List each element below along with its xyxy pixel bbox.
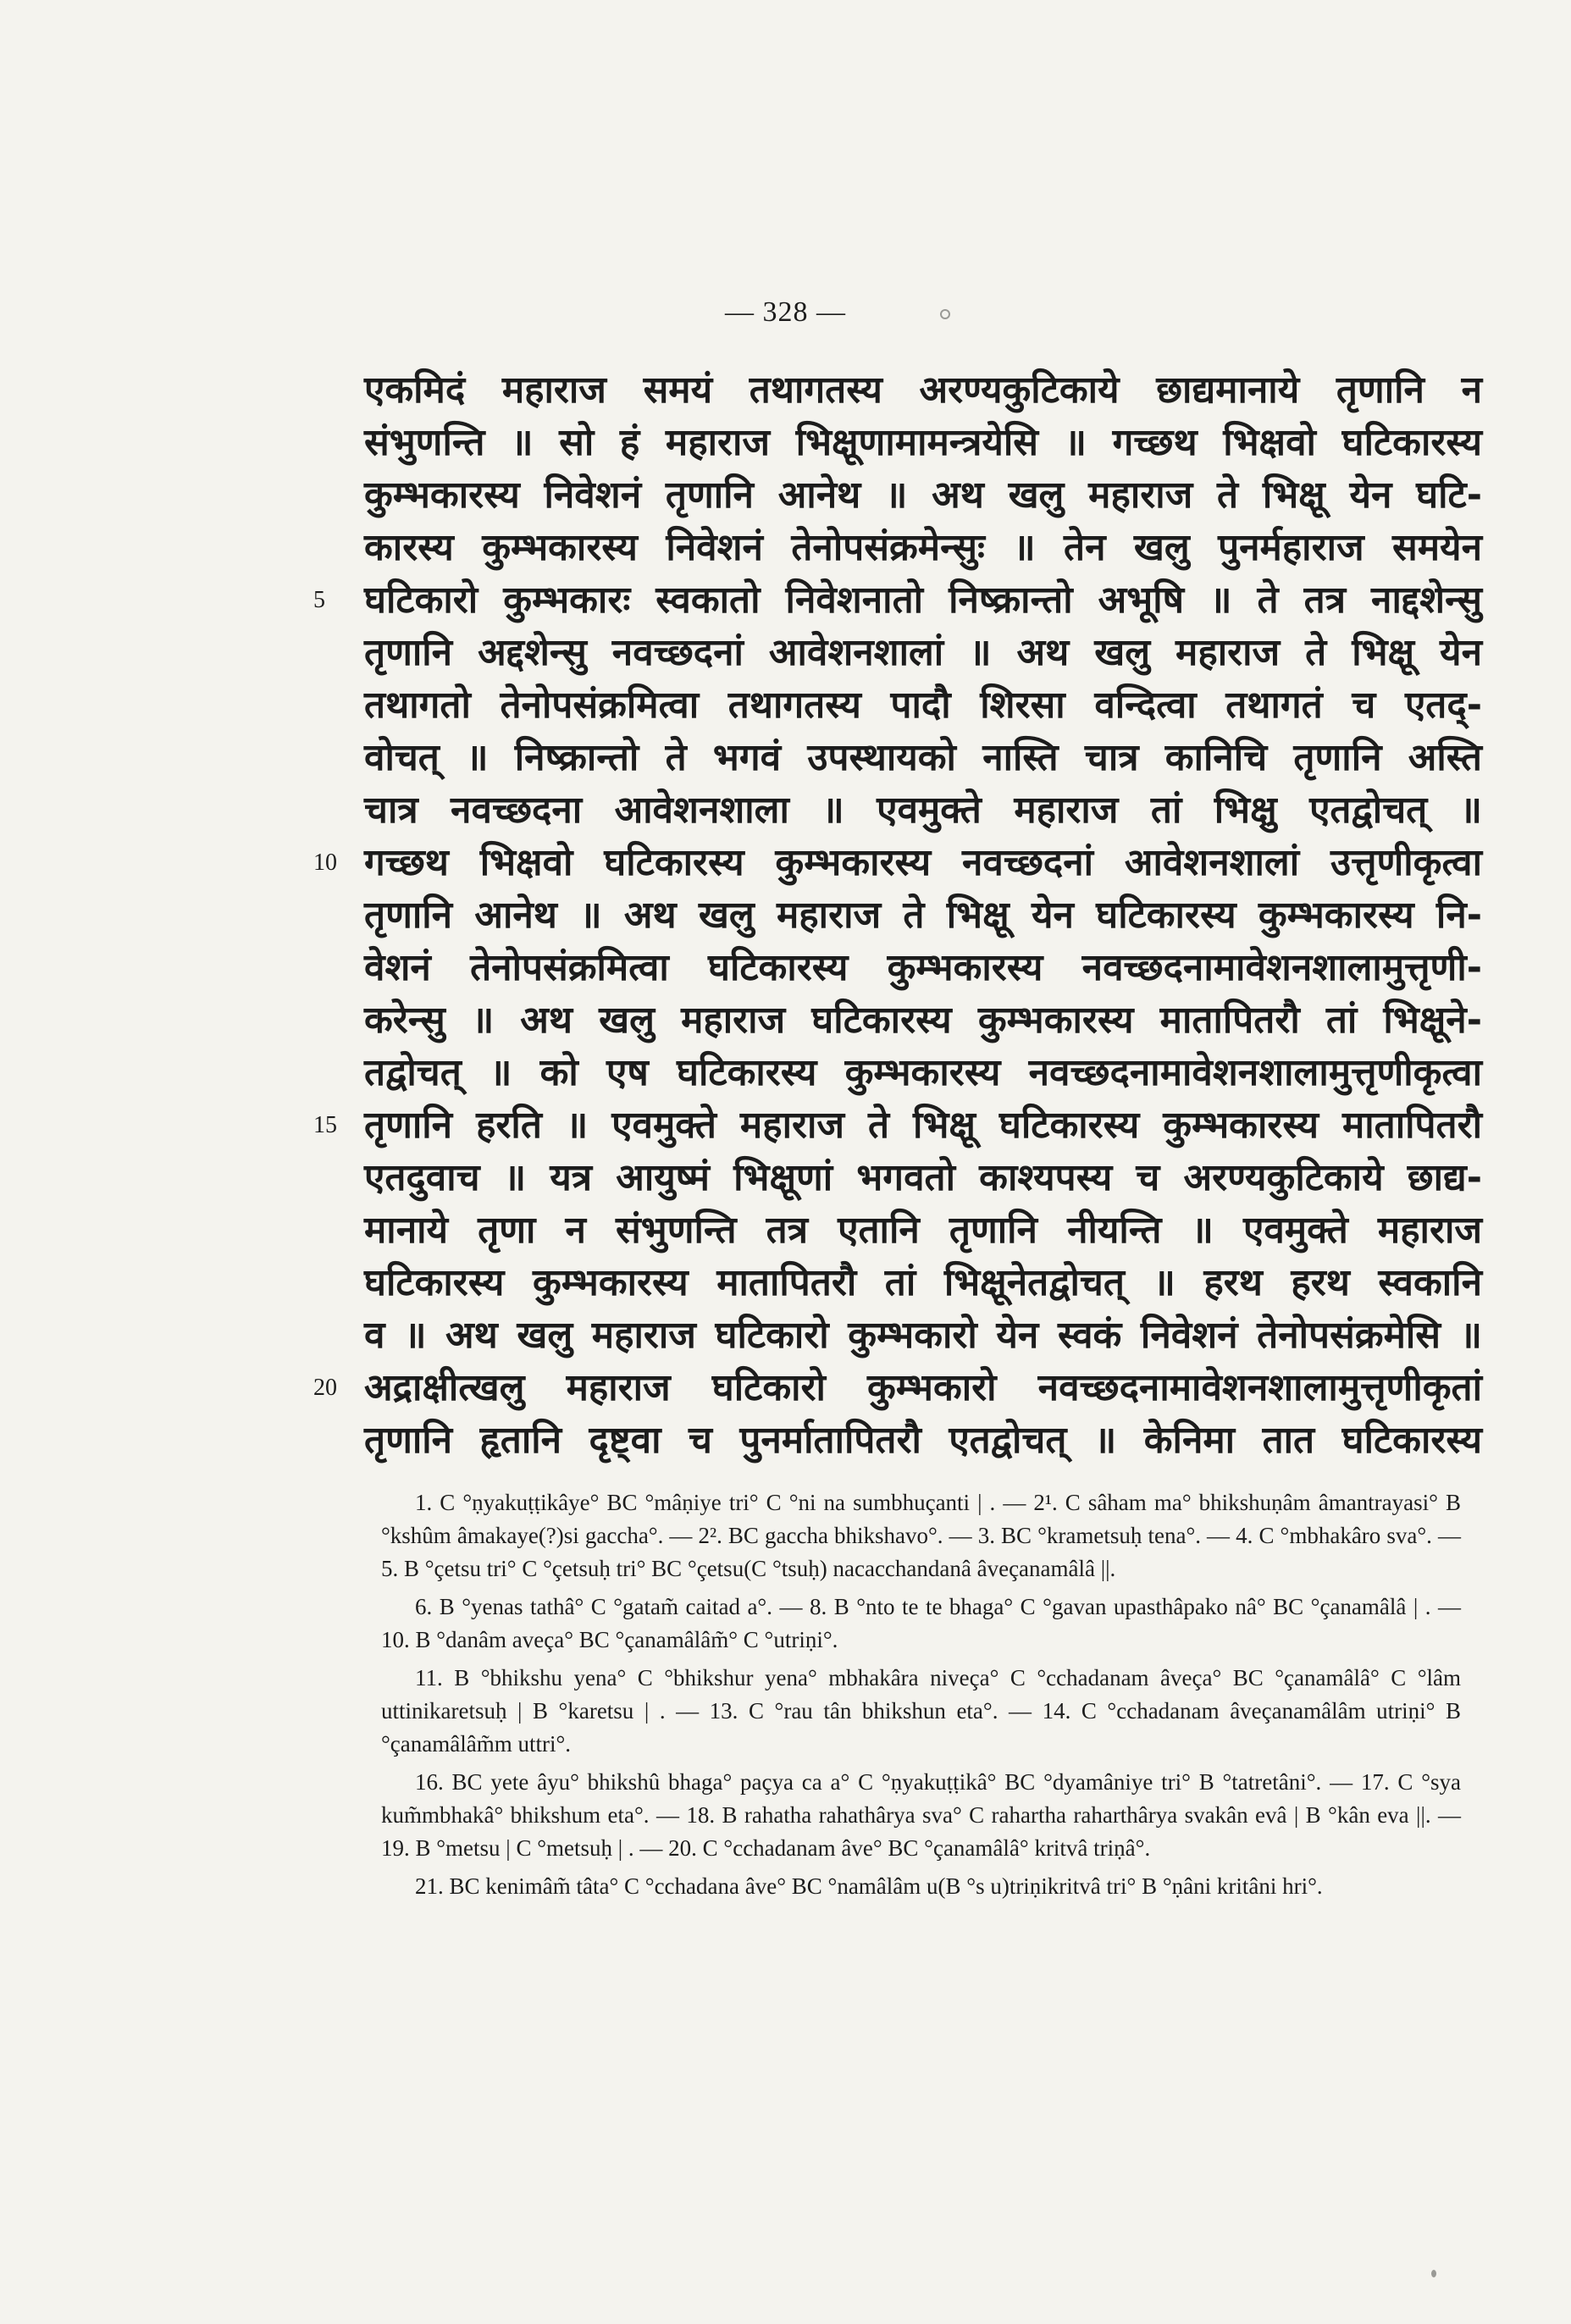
text-line — [364, 364, 1482, 417]
line-number: 10 — [313, 849, 337, 876]
line-number: 15 — [313, 1112, 337, 1138]
text-line — [313, 1362, 1482, 1414]
footnote: 16. BC yete âyu° bhikshû bhaga° paçya ca a° C °ṇyakuṭṭikâ° BC °dyamâniye tri° B °tatretâni°. — 17. C °sya kum̃mbhakâ° bhikshum eta°. — 18. B rahatha rahathârya sva° C rahartha raharthârya svakân evâ | B °kân eva ||. — 19. B °metsu | C °metsuḥ | . — 20. C °cchadanam âve° BC °çanamâlâ° kritvâ triṇâ°. — [381, 1769, 1461, 1861]
line-text: वोचत् ॥ निष्क्रान्तो ते भगवं उपस्थायको नास्ति चात्र कानिचि तृणानि अस्ति — [364, 736, 1482, 779]
text-line — [364, 469, 1482, 522]
line-text: एकमिदं महाराज समयं तथागतस्य अरण्यकुटिकाये छाद्यमानाये तृणानि न — [364, 368, 1482, 412]
line-text: चात्र नवच्छदना आवेशनशाला ॥ एवमुक्ते महाराज तां भिक्षु एतद्वोचत् ॥ — [364, 788, 1482, 832]
text-line — [313, 1099, 1482, 1152]
line-text: संभुणन्ति ॥ सो हं महाराज भिक्षूणामामन्त्रयेसि ॥ गच्छथ भिक्षवो घटिकारस्य — [364, 421, 1482, 464]
line-text: तद्वोचत् ॥ को एष घटिकारस्य कुम्भकारस्य नवच्छदनामावेशनशालामुत्तृणीकृत्वा — [364, 1051, 1482, 1094]
line-number: 5 — [313, 587, 325, 613]
line-text: व ॥ अथ खलु महाराज घटिकारो कुम्भकारो येन स्वकं निवेशनं तेनोपसंक्रमेसि ॥ — [364, 1314, 1482, 1357]
text-line — [364, 1047, 1482, 1099]
footnotes-block — [381, 1486, 1461, 1908]
page-number: — 328 — — [725, 296, 846, 328]
line-text: मानाये तृणा न संभुणन्ति तत्र एतानि तृणानि नीयन्ति ॥ एवमुक्ते महाराज — [364, 1209, 1482, 1252]
text-line — [364, 627, 1482, 679]
text-line — [313, 837, 1482, 889]
line-text: घटिकारस्य कुम्भकारस्य मातापितरौ तां भिक्षूनेतद्वोचत् ॥ हरथ हरथ स्वकानि — [364, 1261, 1482, 1304]
line-text: वेशनं तेनोपसंक्रमित्वा घटिकारस्य कुम्भकारस्य नवच्छदनामावेशनशालामुत्तृणी- — [364, 946, 1482, 989]
line-text: एतदुवाच ॥ यत्र आयुष्मं भिक्षूणां भगवतो काश्यपस्य च अरण्यकुटिकाये छाद्य- — [364, 1156, 1482, 1199]
line-text: तथागतो तेनोपसंक्रमित्वा तथागतस्य पादौ शिरसा वन्दित्वा तथागतं च एतद्- — [364, 683, 1482, 727]
line-text: तृणानि आनेथ ॥ अथ खलु महाराज ते भिक्षू येन घटिकारस्य कुम्भकारस्य नि- — [364, 894, 1482, 937]
text-line — [364, 417, 1482, 469]
footnote: 21. BC kenimâm̃ tâta° C °cchadana âve° BC °namâlâm u(B °s u)triṇikritvâ tri° B °ṇâni kritâni hri°. — [415, 1873, 1323, 1899]
text-line — [364, 732, 1482, 784]
line-text: कारस्य कुम्भकारस्य निवेशनं तेनोपसंक्रमेन्सुः ॥ तेन खलु पुनर्महाराज समयेन — [364, 526, 1482, 569]
text-line — [364, 942, 1482, 994]
line-text: गच्छथ भिक्षवो घटिकारस्य कुम्भकारस्य नवच्छदनां आवेशनशालां उत्तृणीकृत्वा — [364, 841, 1482, 884]
line-text: अद्राक्षीत्खलु महाराज घटिकारो कुम्भकारो नवच्छदनामावेशनशालामुत्तृणीकृतां — [364, 1366, 1482, 1409]
text-line — [313, 574, 1482, 627]
footnote: 6. B °yenas tathâ° C °gatam̃ caitad a°. — 8. B °nto te te bhaga° C °gavan upasthâpako nâ° BC °çanamâlâ | . — 10. B °danâm aveça° BC °çanamâlâm̃° C °utriṇi°. — [381, 1594, 1461, 1652]
main-text-block — [313, 364, 1482, 1467]
scan-speck — [1431, 2270, 1436, 2277]
footnote: 11. B °bhikshu yena° C °bhikshur yena° mbhakâra niveça° C °cchadanam âveça° BC °çanamâlâ° C °lâm uttinikaretsuḥ | B °karetsu | . — 13. C °rau tân bhikshun eta°. — 14. C °cchadanam âveçanamâlâm utriṇi° B °çanamâlâm̃m uttri°. — [381, 1665, 1461, 1757]
text-line — [364, 522, 1482, 574]
line-number: 20 — [313, 1375, 337, 1401]
line-text: कुम्भकारस्य निवेशनं तृणानि आनेथ ॥ अथ खलु महाराज ते भिक्षू येन घटि- — [364, 473, 1482, 517]
line-text: तृणानि अद्दशेन्सु नवच्छदनां आवेशनशालां ॥ अथ खलु महाराज ते भिक्षू येन — [364, 631, 1482, 674]
text-line — [364, 889, 1482, 942]
scan-speck — [940, 309, 950, 319]
line-text: घटिकारो कुम्भकारः स्वकातो निवेशनातो निष्क्रान्तो अभूषि ॥ ते तत्र नाद्दशेन्सु — [364, 578, 1482, 622]
line-text: तृणानि हरति ॥ एवमुक्ते महाराज ते भिक्षू घटिकारस्य कुम्भकारस्य मातापितरौ — [364, 1104, 1482, 1147]
text-line — [364, 1309, 1482, 1362]
footnote: 1. C °ṇyakuṭṭikâye° BC °mâṇiye tri° C °ni na sumbhuçanti | . — 2¹. C sâham ma° bhikshuṇâm âmantrayasi° B °kshûm âmakaye(?)si gaccha°. — 2². BC gaccha bhikshavo°. — 3. BC °krametsuḥ tena°. — 4. C °mbhakâro sva°. — 5. B °çetsu tri° C °çetsuḥ tri° BC °çetsu(C °tsuḥ) nacacchandanâ âveçanamâlâ ||. — [381, 1490, 1461, 1581]
text-line — [364, 1152, 1482, 1204]
text-line — [364, 1414, 1482, 1467]
text-line — [364, 1204, 1482, 1257]
line-text: तृणानि हृतानि दृष्ट्वा च पुनर्मातापितरौ एतद्वोचत् ॥ केनिमा तात घटिकारस्य — [364, 1419, 1482, 1462]
text-line — [364, 679, 1482, 732]
text-line — [364, 994, 1482, 1047]
text-line — [364, 1257, 1482, 1309]
text-line — [364, 784, 1482, 837]
line-text: करेन्सु ॥ अथ खलु महाराज घटिकारस्य कुम्भकारस्य मातापितरौ तां भिक्षूने- — [364, 999, 1482, 1042]
